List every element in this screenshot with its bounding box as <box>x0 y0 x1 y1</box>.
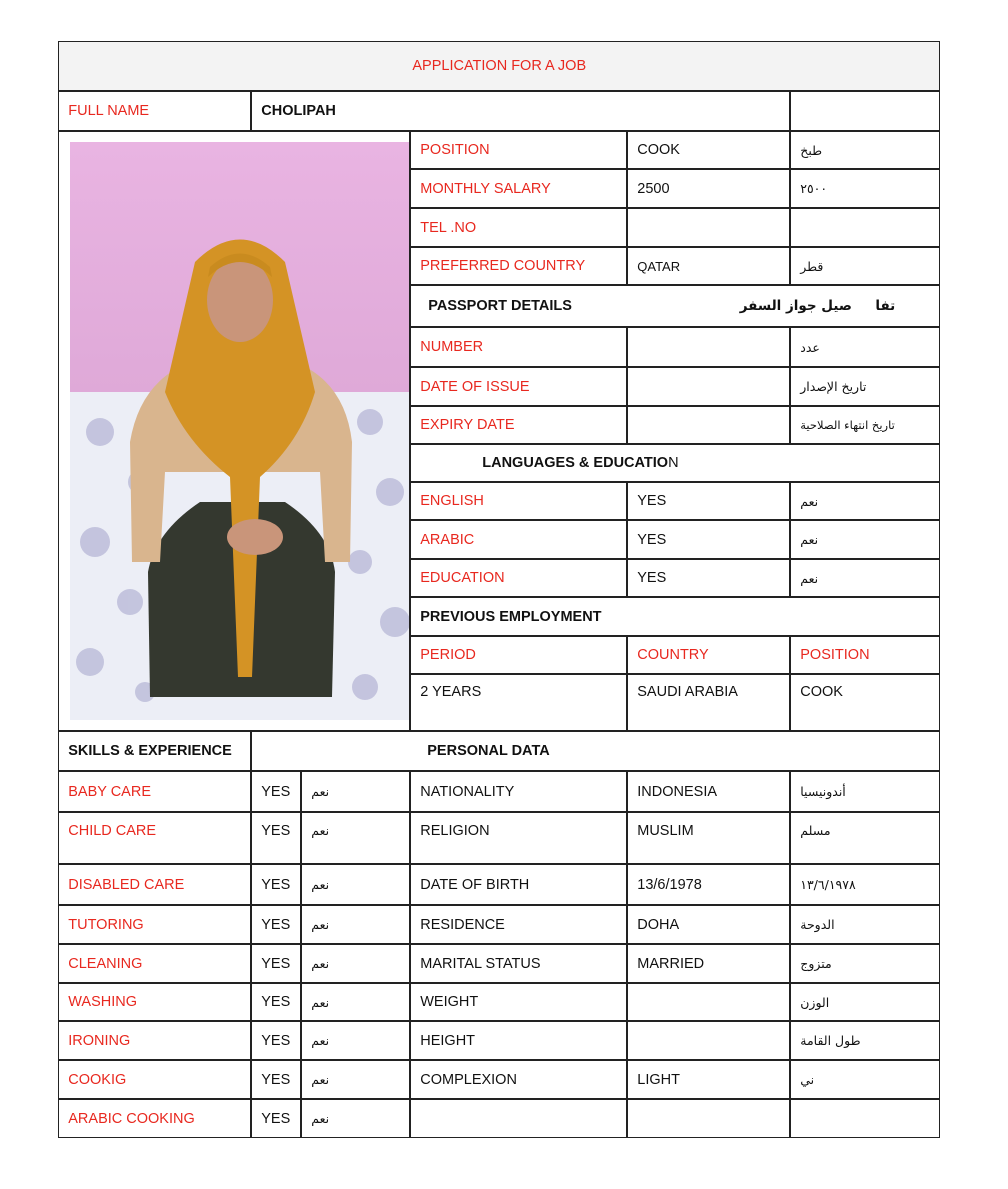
arabic-arabic: نعم <box>790 520 940 559</box>
personal-arabic: الوزن <box>790 983 940 1021</box>
full-name-value: CHOLIPAH <box>251 91 790 131</box>
skill-label: CLEANING <box>58 944 251 983</box>
personal-arabic: طول القامة <box>790 1021 940 1060</box>
passport-heading <box>410 285 940 327</box>
expiry-date-arabic: تاريخ انتهاء الصلاحية <box>790 406 940 444</box>
skill-label: DISABLED CARE <box>58 864 251 905</box>
applicant-photo <box>70 142 410 720</box>
skill-value: YES <box>251 771 301 812</box>
english-arabic: نعم <box>790 482 940 520</box>
passport-heading-arabic: تفا صيل جواز السفر <box>739 298 896 315</box>
personal-label: DATE OF BIRTH <box>410 864 627 905</box>
passport-number-label: NUMBER <box>410 327 627 367</box>
passport-number-value <box>627 327 790 367</box>
personal-arabic: متزوج <box>790 944 940 983</box>
salary-arabic: ٢٥٠٠ <box>790 169 940 208</box>
preferred-country-arabic: قطر <box>790 247 940 285</box>
employment-position: COOK <box>790 674 940 731</box>
expiry-date-label: EXPIRY DATE <box>410 406 627 444</box>
arabic-value: YES <box>627 520 790 559</box>
tel-value <box>627 208 790 247</box>
employment-period: 2 YEARS <box>410 674 627 731</box>
skill-arabic: نعم <box>301 983 410 1021</box>
date-of-issue-arabic: تاريخ الإصدار <box>790 367 940 406</box>
personal-arabic <box>790 1099 940 1138</box>
english-value: YES <box>627 482 790 520</box>
skill-value: YES <box>251 944 301 983</box>
personal-value: 13/6/1978 <box>627 864 790 905</box>
skill-value: YES <box>251 1021 301 1060</box>
skill-label: TUTORING <box>58 905 251 944</box>
arabic-label: ARABIC <box>410 520 627 559</box>
full-name-label: FULL NAME <box>58 91 251 131</box>
skill-arabic: نعم <box>301 771 410 812</box>
skill-arabic: نعم <box>301 1099 410 1138</box>
personal-arabic: ١٣/٦/١٩٧٨ <box>790 864 940 905</box>
skills-heading: SKILLS & EXPERIENCE <box>58 731 251 771</box>
languages-heading-suffix: N <box>668 455 679 472</box>
personal-value <box>627 983 790 1021</box>
expiry-date-value <box>627 406 790 444</box>
form-title: APPLICATION FOR A JOB <box>58 41 940 91</box>
skill-arabic: نعم <box>301 905 410 944</box>
country-column-header: COUNTRY <box>627 636 790 674</box>
personal-value: MUSLIM <box>627 812 790 864</box>
skill-value: YES <box>251 812 301 864</box>
salary-value: 2500 <box>627 169 790 208</box>
application-form <box>59 42 941 1139</box>
skill-value: YES <box>251 1060 301 1099</box>
skill-arabic: نعم <box>301 944 410 983</box>
personal-label: HEIGHT <box>410 1021 627 1060</box>
previous-employment-heading: PREVIOUS EMPLOYMENT <box>410 597 940 636</box>
personal-value <box>627 1021 790 1060</box>
tel-label: TEL .NO <box>410 208 627 247</box>
skill-label: WASHING <box>58 983 251 1021</box>
skill-label: COOKIG <box>58 1060 251 1099</box>
personal-label: COMPLEXION <box>410 1060 627 1099</box>
education-label: EDUCATION <box>410 559 627 597</box>
skill-value: YES <box>251 905 301 944</box>
tel-arabic <box>790 208 940 247</box>
personal-label: RELIGION <box>410 812 627 864</box>
personal-label: RESIDENCE <box>410 905 627 944</box>
english-label: ENGLISH <box>410 482 627 520</box>
date-of-issue-label: DATE OF ISSUE <box>410 367 627 406</box>
skill-label: BABY CARE <box>58 771 251 812</box>
skill-value: YES <box>251 1099 301 1138</box>
personal-label: MARITAL STATUS <box>410 944 627 983</box>
personal-label: WEIGHT <box>410 983 627 1021</box>
position-value: COOK <box>627 131 790 169</box>
preferred-country-label: PREFERRED COUNTRY <box>410 247 627 285</box>
position-label: POSITION <box>410 131 627 169</box>
skill-value: YES <box>251 983 301 1021</box>
preferred-country-value: QATAR <box>627 247 790 285</box>
passport-number-arabic: عدد <box>790 327 940 367</box>
skill-label: IRONING <box>58 1021 251 1060</box>
skill-arabic: نعم <box>301 1060 410 1099</box>
education-arabic: نعم <box>790 559 940 597</box>
personal-value <box>627 1099 790 1138</box>
education-value: YES <box>627 559 790 597</box>
personal-value: INDONESIA <box>627 771 790 812</box>
salary-label: MONTHLY SALARY <box>410 169 627 208</box>
personal-value: LIGHT <box>627 1060 790 1099</box>
full-name-extra <box>790 91 940 131</box>
skill-arabic: نعم <box>301 1021 410 1060</box>
personal-arabic: الدوحة <box>790 905 940 944</box>
skill-label: CHILD CARE <box>58 812 251 864</box>
date-of-issue-value <box>627 367 790 406</box>
languages-heading-label: LANGUAGES & EDUCATIO <box>482 455 669 472</box>
languages-heading <box>410 444 940 482</box>
personal-value: MARRIED <box>627 944 790 983</box>
employment-country: SAUDI ARABIA <box>627 674 790 731</box>
personal-data-heading: PERSONAL DATA <box>251 731 940 771</box>
personal-arabic: مسلم <box>790 812 940 864</box>
personal-value: DOHA <box>627 905 790 944</box>
position-arabic: طبخ <box>790 131 940 169</box>
position-column-header: POSITION <box>790 636 940 674</box>
personal-arabic: أندونيسيا <box>790 771 940 812</box>
personal-label: NATIONALITY <box>410 771 627 812</box>
personal-label <box>410 1099 627 1138</box>
period-column-header: PERIOD <box>410 636 627 674</box>
personal-arabic: ني <box>790 1060 940 1099</box>
skill-value: YES <box>251 864 301 905</box>
skill-arabic: نعم <box>301 812 410 864</box>
skill-arabic: نعم <box>301 864 410 905</box>
passport-heading-label: PASSPORT DETAILS <box>428 298 572 315</box>
skill-label: ARABIC COOKING <box>58 1099 251 1138</box>
photo-cell <box>58 131 410 731</box>
